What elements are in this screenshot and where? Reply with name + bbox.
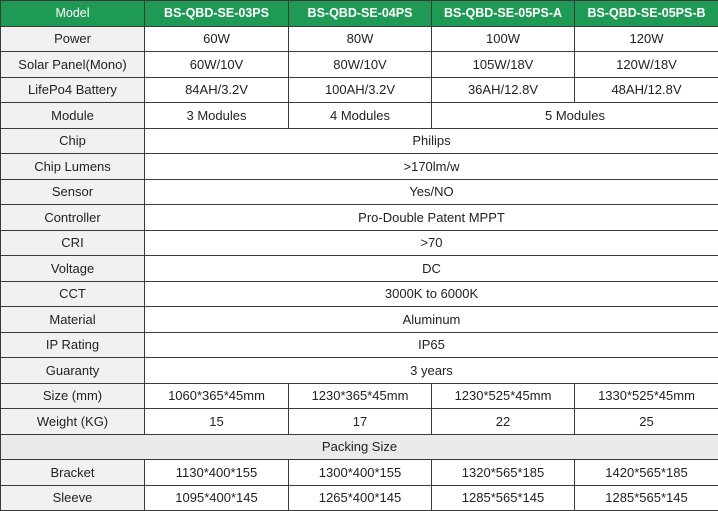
- row-sleeve: [1, 485, 718, 511]
- row-controller: [1, 205, 718, 231]
- cell: 36AH/12.8V: [432, 77, 575, 103]
- row-label: IP Rating: [1, 332, 145, 358]
- table-header-row: [1, 1, 718, 27]
- cell: 17: [289, 409, 432, 435]
- cell: 1060*365*45mm: [145, 383, 289, 409]
- row-label: CRI: [1, 230, 145, 256]
- row-sensor: [1, 179, 718, 205]
- row-weight: [1, 409, 718, 435]
- row-label: Material: [1, 307, 145, 333]
- header-model-1: BS-QBD-SE-03PS: [145, 1, 289, 27]
- cell: 1230*525*45mm: [432, 383, 575, 409]
- row-bracket: [1, 460, 718, 486]
- cell: DC: [145, 256, 718, 282]
- cell: Yes/NO: [145, 179, 718, 205]
- row-chip: [1, 128, 718, 154]
- cell: Philips: [145, 128, 718, 154]
- cell: Pro-Double Patent MPPT: [145, 205, 718, 231]
- cell: 84AH/3.2V: [145, 77, 289, 103]
- row-label: Guaranty: [1, 358, 145, 384]
- row-chip-lumens: [1, 154, 718, 180]
- row-label: Sensor: [1, 179, 145, 205]
- cell: 120W: [575, 26, 718, 52]
- row-label: Chip: [1, 128, 145, 154]
- cell: 60W: [145, 26, 289, 52]
- cell: 120W/18V: [575, 52, 718, 78]
- cell: 48AH/12.8V: [575, 77, 718, 103]
- cell: 1300*400*155: [289, 460, 432, 486]
- cell: 1285*565*145: [575, 485, 718, 511]
- cell: 1230*365*45mm: [289, 383, 432, 409]
- cell: 60W/10V: [145, 52, 289, 78]
- packing-size-title: Packing Size: [1, 434, 718, 460]
- row-guaranty: [1, 358, 718, 384]
- row-label: Power: [1, 26, 145, 52]
- cell: 80W: [289, 26, 432, 52]
- row-material: [1, 307, 718, 333]
- row-size: [1, 383, 718, 409]
- cell: >170lm/w: [145, 154, 718, 180]
- row-label: Module: [1, 103, 145, 129]
- cell: 80W/10V: [289, 52, 432, 78]
- row-label: CCT: [1, 281, 145, 307]
- row-label: Controller: [1, 205, 145, 231]
- row-label: Size (mm): [1, 383, 145, 409]
- row-ip-rating: [1, 332, 718, 358]
- row-voltage: [1, 256, 718, 282]
- row-label: Voltage: [1, 256, 145, 282]
- row-label: Sleeve: [1, 485, 145, 511]
- header-model-3: BS-QBD-SE-05PS-A: [432, 1, 575, 27]
- cell: 1095*400*145: [145, 485, 289, 511]
- packing-size-section-row: [1, 434, 718, 460]
- cell: IP65: [145, 332, 718, 358]
- cell: 105W/18V: [432, 52, 575, 78]
- cell: 100AH/3.2V: [289, 77, 432, 103]
- header-model-4: BS-QBD-SE-05PS-B: [575, 1, 718, 27]
- cell: 1420*565*185: [575, 460, 718, 486]
- row-label: Solar Panel(Mono): [1, 52, 145, 78]
- row-label: Bracket: [1, 460, 145, 486]
- cell: 1265*400*145: [289, 485, 432, 511]
- cell: 3 Modules: [145, 103, 289, 129]
- header-model-2: BS-QBD-SE-04PS: [289, 1, 432, 27]
- cell: 15: [145, 409, 289, 435]
- cell: >70: [145, 230, 718, 256]
- row-label: Weight (KG): [1, 409, 145, 435]
- cell: 25: [575, 409, 718, 435]
- header-model-label: Model: [1, 1, 145, 27]
- cell: 4 Modules: [289, 103, 432, 129]
- row-cct: [1, 281, 718, 307]
- row-label: LifePo4 Battery: [1, 77, 145, 103]
- row-solar-panel: [1, 52, 718, 78]
- row-cri: [1, 230, 718, 256]
- cell: 1320*565*185: [432, 460, 575, 486]
- row-power: [1, 26, 718, 52]
- row-battery: [1, 77, 718, 103]
- cell: 3000K to 6000K: [145, 281, 718, 307]
- cell: Aluminum: [145, 307, 718, 333]
- cell: 22: [432, 409, 575, 435]
- row-module: [1, 103, 718, 129]
- cell: 1330*525*45mm: [575, 383, 718, 409]
- cell: 3 years: [145, 358, 718, 384]
- cell: 100W: [432, 26, 575, 52]
- cell: 1130*400*155: [145, 460, 289, 486]
- cell: 5 Modules: [432, 103, 718, 129]
- row-label: Chip Lumens: [1, 154, 145, 180]
- cell: 1285*565*145: [432, 485, 575, 511]
